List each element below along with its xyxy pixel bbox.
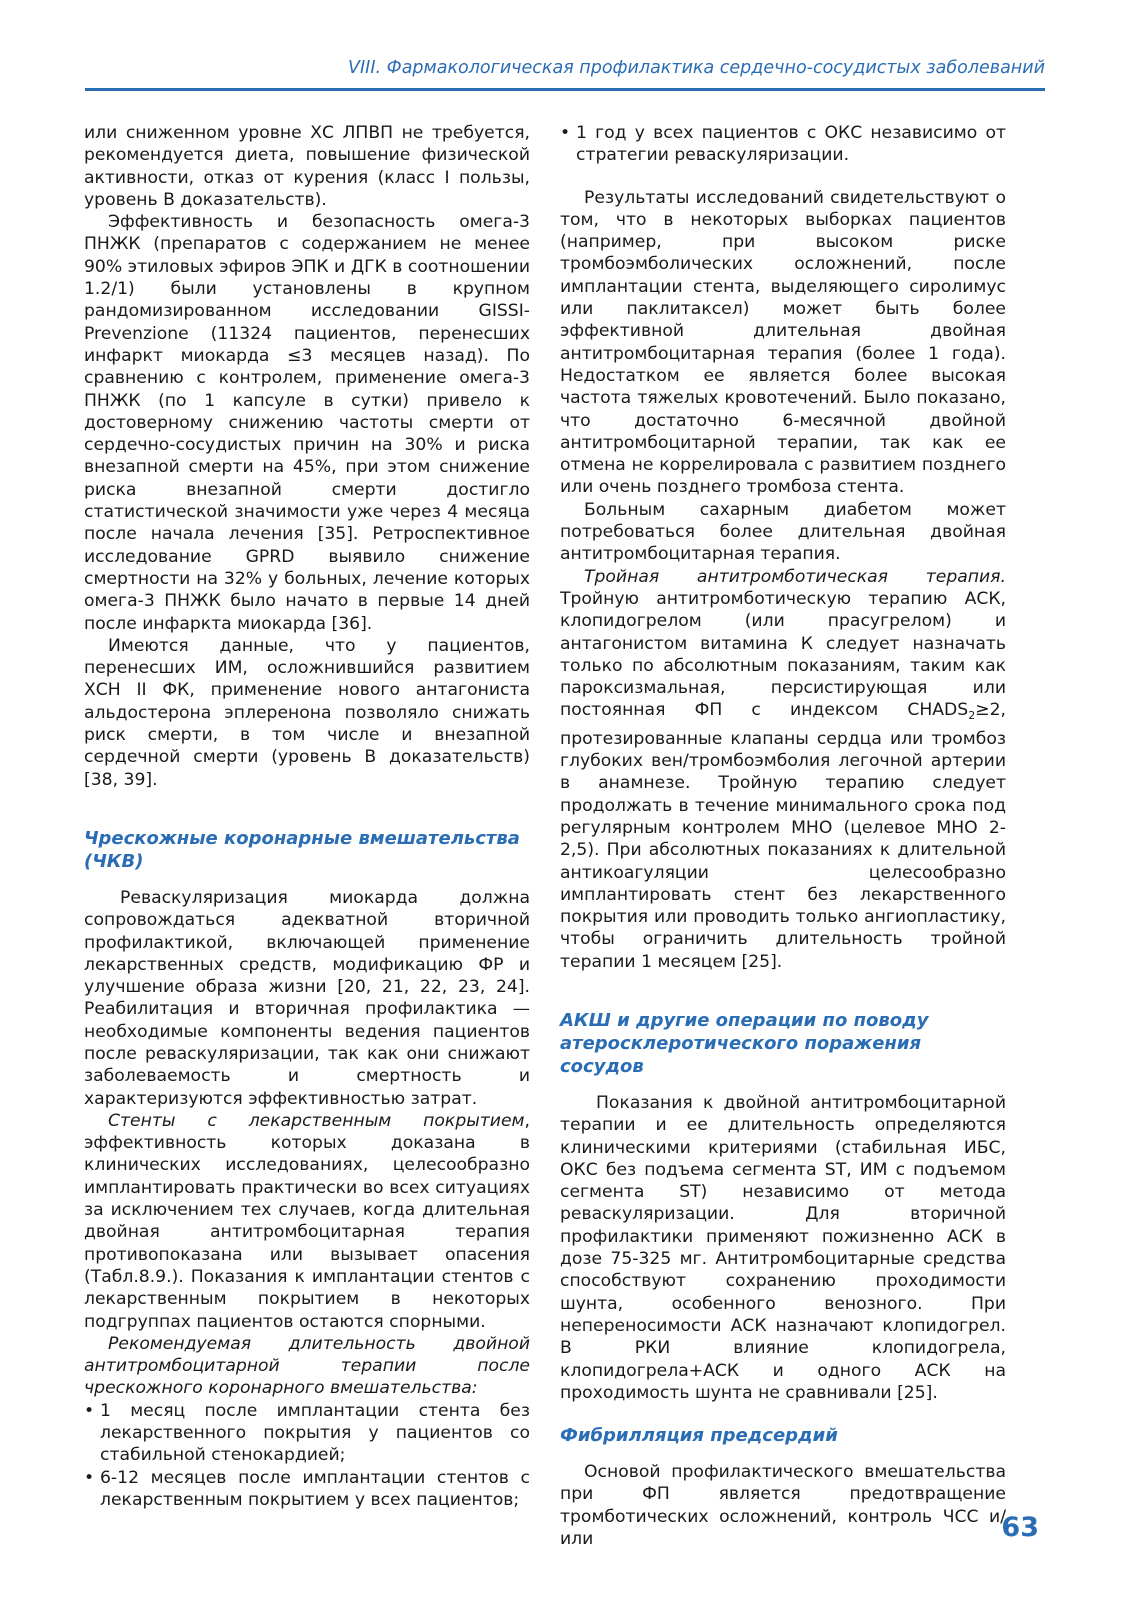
paragraph: Имеются данные, что у пациентов, перенесших ИМ, осложнившийся развитием ХСН II ФК, применение нового антагониста альдостерона эплеренона позволяло снижать риск смерти, в том числе и внезапной сердечной смерти (уровень В доказательств) [38, 39]. xyxy=(84,635,530,790)
paragraph: Больным сахарным диабетом может потребоваться более длительная двойная антитромбоцитарная терапия. xyxy=(560,499,1006,565)
paragraph: Эффективность и безопасность омега-3 ПНЖК (препаратов с содержанием не менее 90% этиловых эфиров ЭПК и ДГК в соотношении 1.2/1) были установлены в крупном рандомизированном исследовании GISSI-Prevenzione (11324 пациентов, перенесших инфаркт миокарда ≤3 месяцев назад). По сравнению с контролем, применение омега-3 ПНЖК (по 1 капсуле в сутки) привело к достоверному снижению частоты смерти от сердечно-сосудистых причин на 30% и риска внезапной смерти на 45%, при этом снижение риска внезапной смерти достигло статистической значимости уже через 4 месяца после начала лечения [35]. Ретроспективное исследование GPRD выявило снижение смертности на 32% у больных, лечение которых омега-3 ПНЖК было начато в первые 14 дней после инфаркта миокарда [36]. xyxy=(84,212,530,634)
right-column xyxy=(560,122,1006,1550)
paragraph: Реваскуляризация миокарда должна сопровождаться адекватной вторичной профилактикой, включающей применение лекарственных средств, модификацию ФР и улучшение образа жизни [20, 21, 22, 23, 24]. Реабилитация и вторичная профилактика — необходимые компоненты ведения пациентов после реваскуляризации, так как они снижают заболеваемость и смертность и характеризуются эффективностью затрат. xyxy=(84,887,530,1109)
list-item: • 6-12 месяцев после имплантации стентов с лекарственным покрытием у всех пациентов; xyxy=(84,1467,530,1512)
paragraph: Результаты исследований свидетельствуют о том, что в некоторых выборках пациентов (например, при высоком риске тромбоэмболических осложнений, после имплантации стента, выделяющего сиролимус или паклитаксел) может быть более эффективной длительная двойная антитромбоцитарная терапия (более 1 года). Недостатком ее является более высокая частота тяжелых кровотечений. Было показано, что достаточно 6-месячной двойной антитромбоцитарной терапии, так как ее отмена не коррелировала с развитием позднего или очень позднего тромбоза стента. xyxy=(560,187,1006,498)
paragraph-text: Тройную антитромботическую терапию АСК, клопидогрелом (или прасугрелом) и антагонистом витамина К следует назначать только по абсолютным показаниям, таким как пароксизмальная, персистирующая или постоянная ФП с индексом CHADS xyxy=(560,588,1006,721)
left-column xyxy=(84,122,530,1511)
subscript: 2 xyxy=(968,709,976,723)
spacer xyxy=(84,791,530,827)
paragraph-text: , эффективность которых доказана в клинических исследованиях, целесообразно имплантировать практически во всех ситуациях за исключением тех случаев, когда длительная двойная антитромбоцитарная терапия противопоказана или вызывает опасения (Табл.8.9.). Показания к имплантации стентов с лекарственным покрытием в некоторых подгруппах пациентов остаются спорными. xyxy=(84,1110,530,1332)
paragraph-text: ≥2, протезированные клапаны сердца или тромбоз глубоких вен/тромбоэмболия легочной артерии в анамнезе. Тройную терапию следует продолжать в течение минимального срока под регулярным контролем МНО (целевое МНО 2-2,5). При абсолютных показаниях к длительной антикоагуляции целесообразно имплантировать стент без лекарственного покрытия или проводить только ангиопластику, чтобы ограничить длительность тройной терапии 1 месяцем [25]. xyxy=(560,700,1006,972)
page-number: 63 xyxy=(1001,1512,1039,1543)
bullet-list xyxy=(84,1400,530,1511)
emphasis: Тройная антитромботическая терапия. xyxy=(584,566,1006,587)
paragraph: или сниженном уровне ХС ЛПВП не требуется, рекомендуется диета, повышение физической активности, отказ от курения (класс I пользы, уровень В доказательств). xyxy=(84,123,530,210)
list-item: • 1 год у всех пациентов с ОКС независимо от стратегии реваскуляризации. xyxy=(560,122,1006,167)
bullet-list xyxy=(560,122,1006,167)
paragraph xyxy=(84,1110,530,1333)
emphasis: Стенты с лекарственным покрытием xyxy=(108,1110,525,1131)
spacer xyxy=(560,973,1006,1009)
list-item: • 1 месяц после имплантации стента без лекарственного покрытия у пациентов со стабильной стенокардией; xyxy=(84,1400,530,1467)
section-heading-pci: Чрескожные коронарные вмешательства (ЧКВ) xyxy=(84,827,520,872)
section-heading-af: Фибрилляция предсердий xyxy=(560,1425,838,1447)
paragraph xyxy=(84,1333,530,1400)
section-heading-cabg: АКШ и другие операции по поводу атеросклеротического поражения сосудов xyxy=(560,1009,929,1077)
spacer xyxy=(560,167,1006,187)
paragraph: Основой профилактического вмешательства при ФП является предотвращение тромботических осложнений, контроль ЧСС и/или xyxy=(560,1462,1006,1550)
running-title: VIII. Фармакологическая профилактика сердечно-сосудистых заболеваний xyxy=(348,58,1045,78)
paragraph xyxy=(560,566,1006,973)
header-rule xyxy=(85,88,1045,91)
spacer xyxy=(560,1404,1006,1424)
emphasis: Рекомендуемая длительность двойной антитромбоцитарной терапии после чрескожного коронарного вмешательства: xyxy=(84,1333,530,1399)
paragraph: Показания к двойной антитромбоцитарной терапии и ее длительность определяются клиническими критериями (стабильная ИБС, ОКС без подъема сегмента ST, ИМ с подъемом сегмента ST) независимо от метода реваскуляризации. Для вторичной профилактики применяют пожизненно АСК в дозе 75-325 мг. Антитромбоцитарные средства способствуют сохранению проходимости шунта, особенного венозного. При непереносимости АСК назначают клопидогрел. В РКИ влияние клопидогрела, клопидогрела+АСК и одного АСК на проходимость шунта не сравнивали [25]. xyxy=(560,1092,1006,1403)
